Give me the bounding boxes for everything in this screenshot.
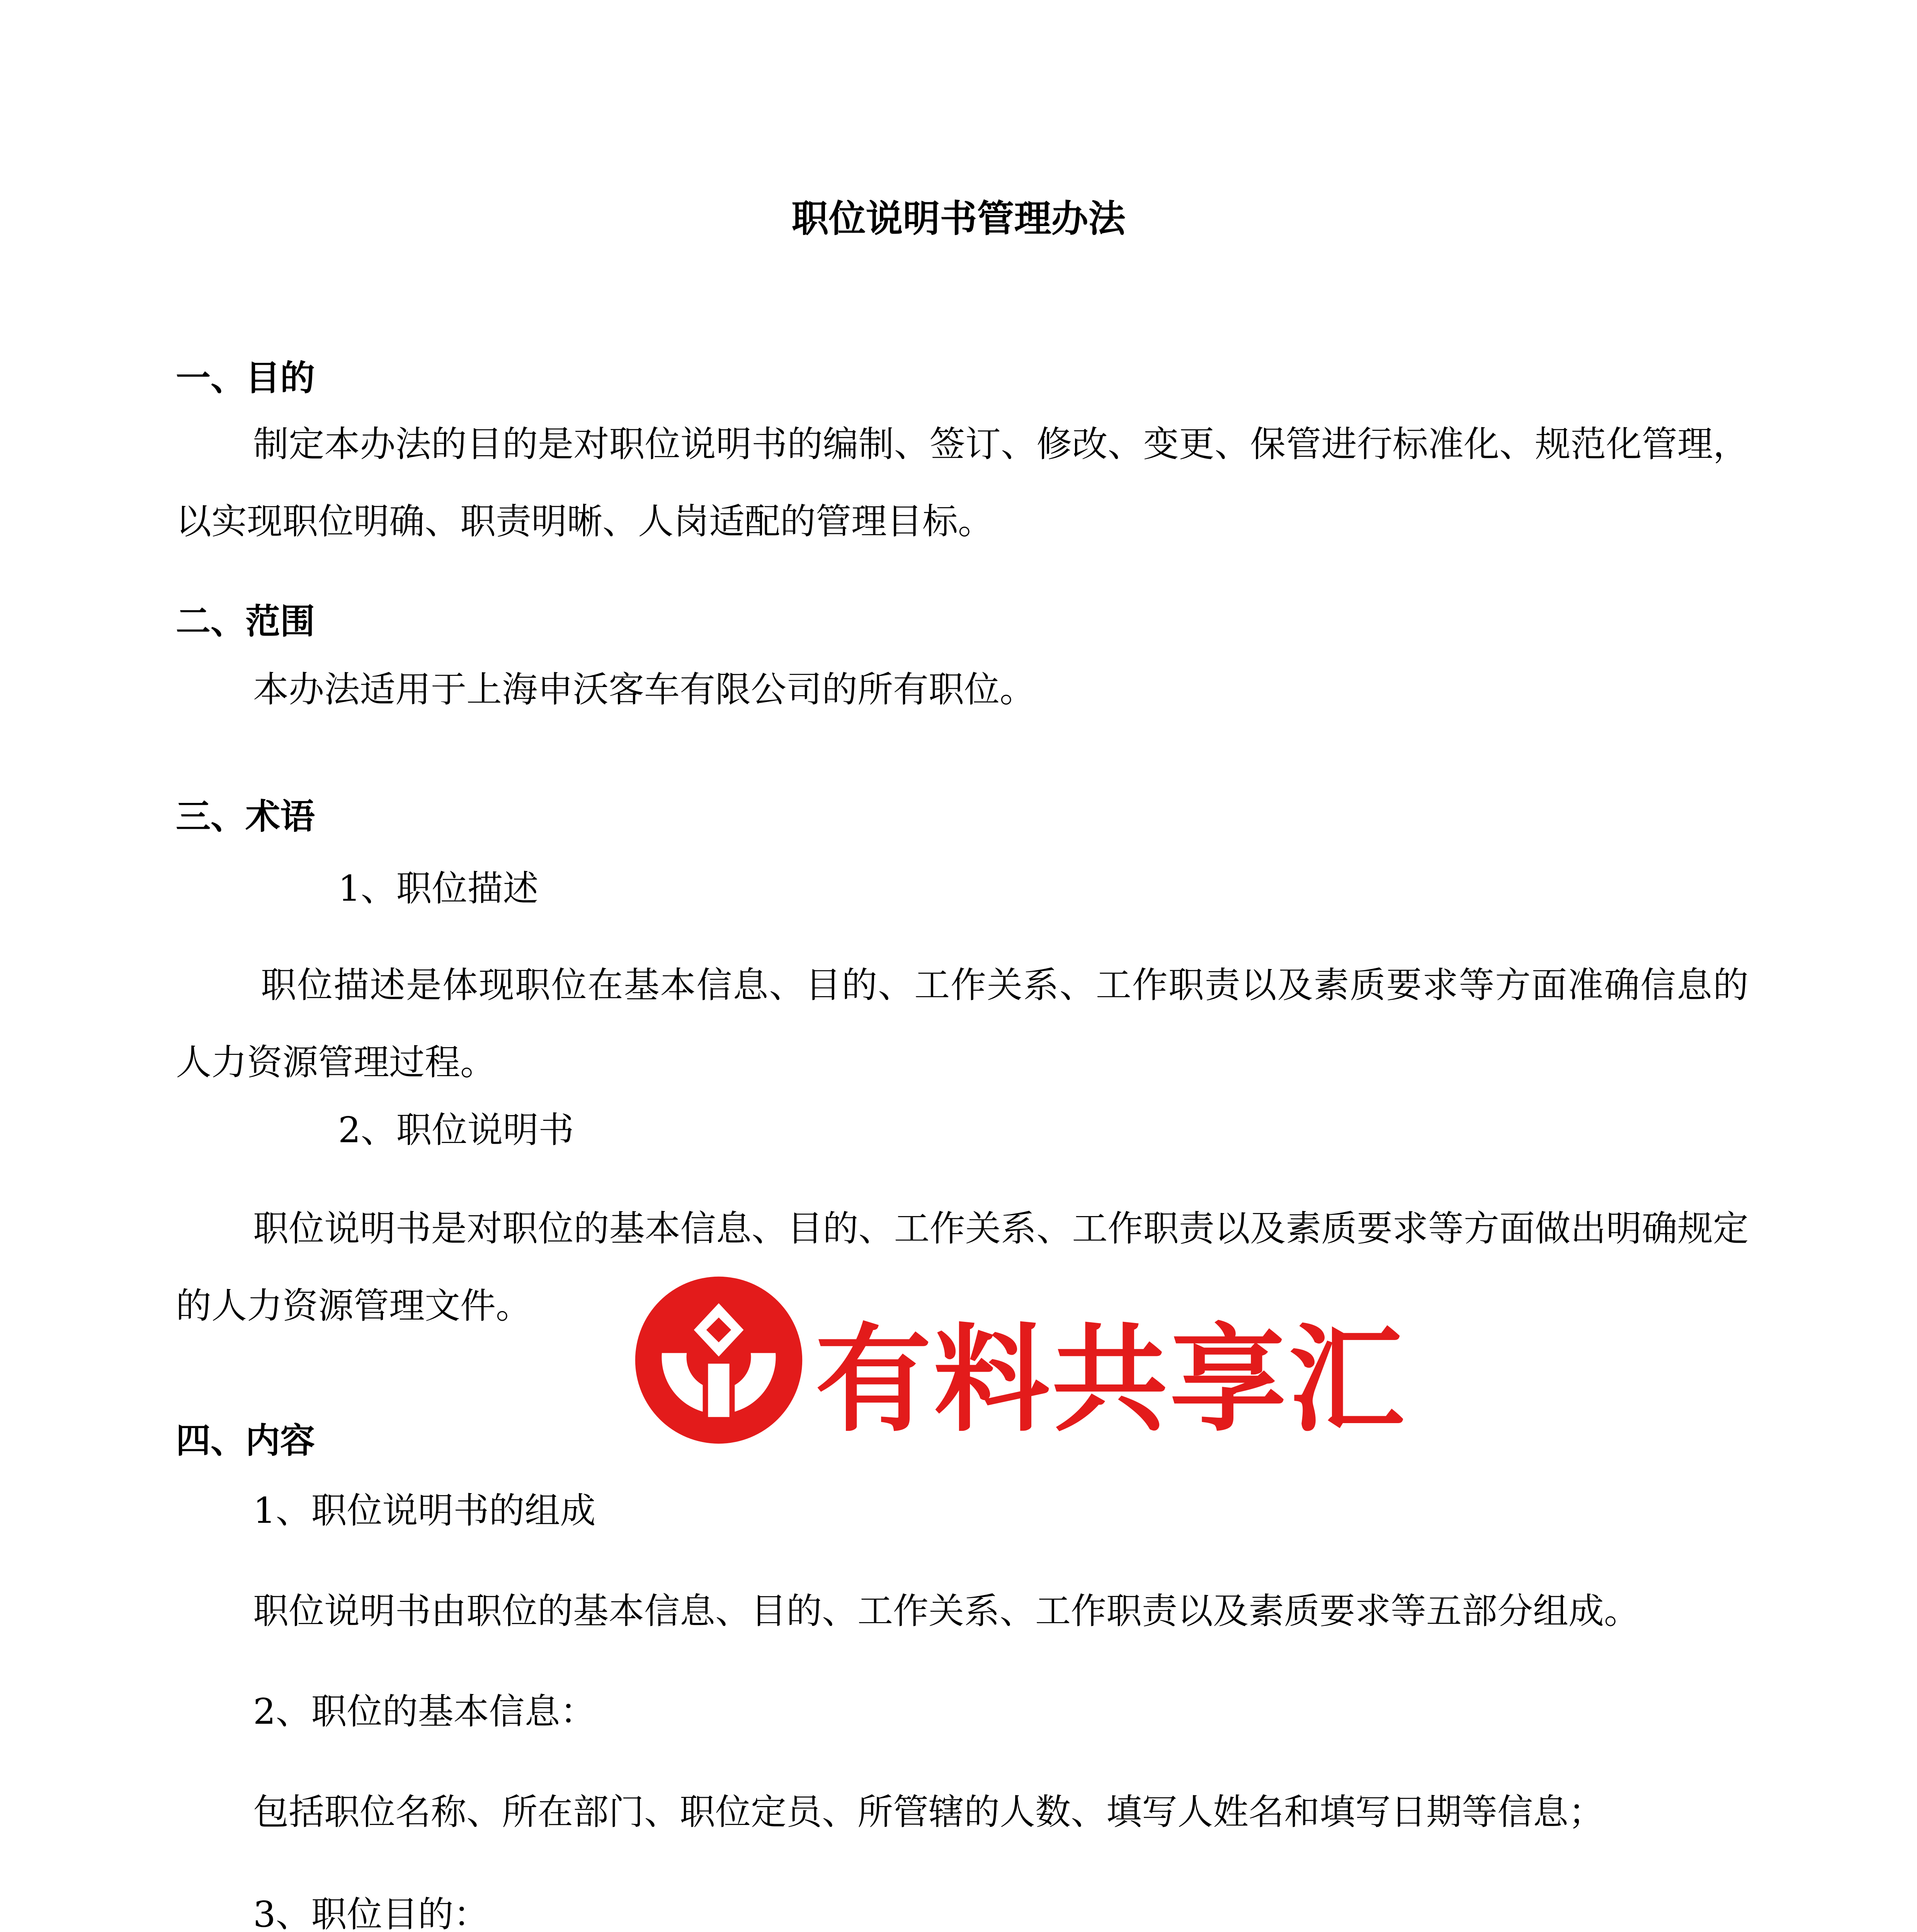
terms-item-2-label: 2、职位说明书 (338, 1109, 574, 1151)
content-item-2-text: 包括职位名称、所在部门、职位定员、所管辖的人数、填写人姓名和填写日期等信息； (253, 1791, 1604, 1833)
watermark-text: 有料共享汇 (815, 1313, 1407, 1447)
purpose-paragraph: 制定本办法的目的是对职位说明书的编制、签订、修改、变更、保管进行标准化、规范化管理，以实现职位明确、职责明晰、人岗适配的管理目标。 (176, 423, 1749, 542)
content-item-2-label: 2、职位的基本信息： (253, 1691, 596, 1732)
content-item-1-label: 1、职位说明书的组成 (253, 1490, 596, 1531)
terms-item-1-text: 职位描述是体现职位在基本信息、目的、工作关系、工作职责以及素质要求等方面准确信息的人力资源管理过程。 (176, 964, 1749, 1083)
watermark (630, 1271, 1407, 1447)
section-heading-terms: 三、术语 (176, 796, 315, 837)
terms-item-2-text: 职位说明书是对职位的基本信息、目的、工作关系、工作职责以及素质要求等方面做出明确规定的人力资源管理文件。 (176, 1208, 1749, 1327)
section-heading-scope: 二、范围 (176, 601, 315, 642)
content-item-1-text: 职位说明书由职位的基本信息、目的、工作关系、工作职责以及素质要求等五部分组成。 (253, 1590, 1640, 1632)
section-heading-content: 四、内容 (176, 1420, 315, 1461)
content-item-3-label: 3、职位目的： (253, 1894, 489, 1932)
document-title: 职位说明书管理办法 (791, 197, 1126, 240)
scope-paragraph: 本办法适用于上海申沃客车有限公司的所有职位。 (253, 669, 1036, 710)
section-heading-purpose: 一、目的 (176, 357, 315, 398)
terms-item-1-label: 1、职位描述 (338, 868, 539, 909)
circle-diamond-logo-icon (630, 1271, 808, 1449)
